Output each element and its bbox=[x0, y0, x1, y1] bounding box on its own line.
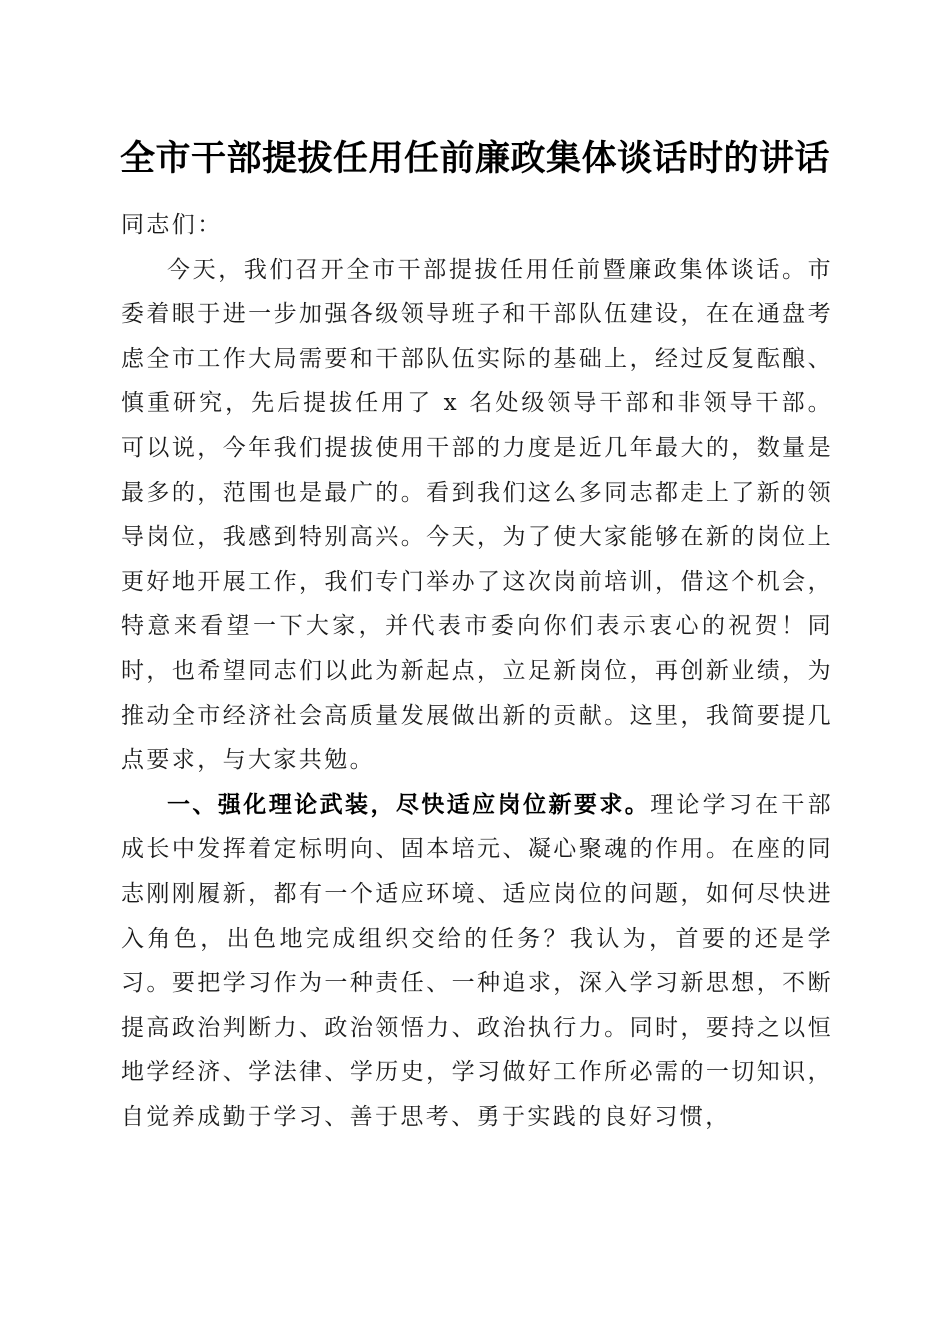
salutation: 同志们： bbox=[121, 212, 223, 238]
paragraph-intro: 今天，我们召开全市干部提拔任用任前暨廉政集体谈话。市委着眼于进一步加强各级领导班子和干部队伍建设，在在通盘考虑全市工作大局需要和干部队伍实际的基础上，经过反复酝酿、慎重研究，先后提拔任用了 x 名处级领导干部和非领导干部。可以说，今年我们提拔使用干部的力度是近几年最大的，数量是最多的，范围也是最广的。看到我们这么多同志都走上了新的领导岗位，我感到特别高兴。今天，为了使大家能够在新的岗位上更好地开展工作，我们专门举办了这次岗前培训，借这个机会，特意来看望一下大家，并代表市委向你们表示衷心的祝贺！同时，也希望同志们以此为新起点，立足新岗位，再创新业绩，为推动全市经济社会高质量发展做出新的贡献。这里，我简要提几点要求，与大家共勉。 bbox=[121, 256, 833, 774]
document-title: 全市干部提拔任用任前廉政集体谈话时的讲话 bbox=[119, 138, 830, 179]
section-text: 理论学习在干部成长中发挥着定标明向、固本培元、凝心聚魂的作用。在座的同志刚刚履新，都有一个适应环境、适应岗位的问题，如何尽快进入角色，出色地完成组织交给的任务？我认为，首要的还是学习。要把学习作为一种责任、一种追求，深入学习新思想，不断提高政治判断力、政治领悟力、政治执行力。同时，要持之以恒地学经济、学法律、学历史，学习做好工作所必需的一切知识，自觉养成勤于学习、善于思考、勇于实践的良好习惯， bbox=[121, 791, 833, 1130]
section-heading: 一、强化理论武装，尽快适应岗位新要求。 bbox=[167, 791, 651, 818]
document-body bbox=[121, 203, 833, 1139]
paragraph-section-1 bbox=[121, 783, 833, 1140]
